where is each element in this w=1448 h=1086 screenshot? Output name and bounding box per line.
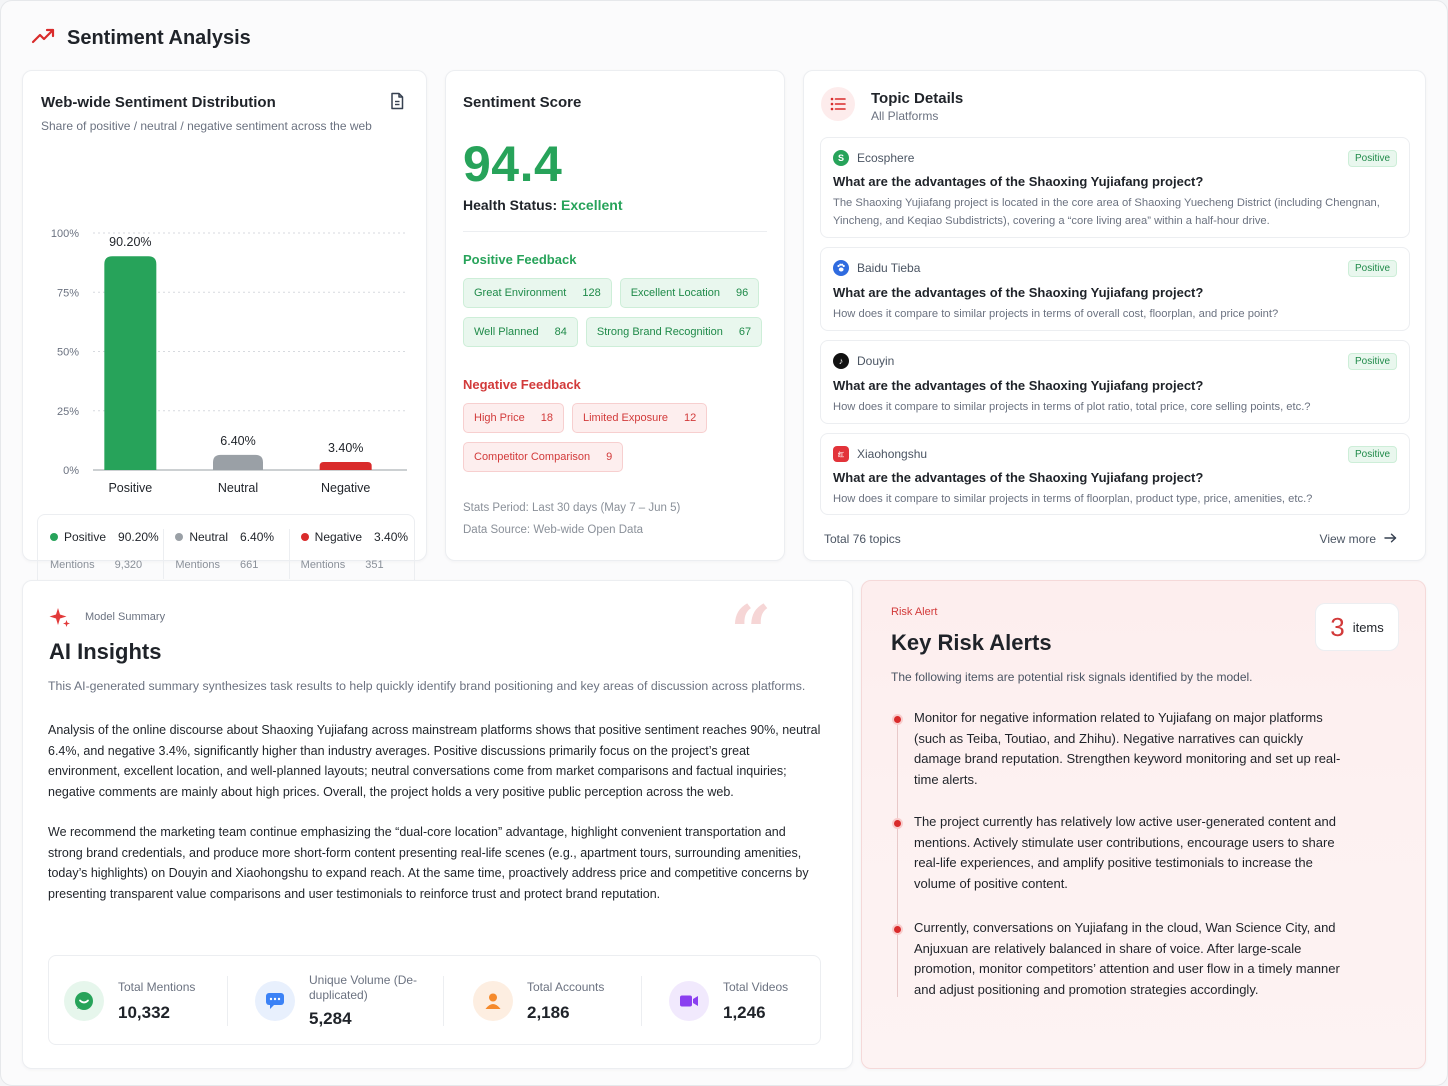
xiaohongshu-logo-icon: 红	[833, 446, 849, 462]
chip-count: 18	[540, 412, 553, 424]
score-value: 94.4	[463, 136, 563, 192]
topic-question: What are the advantages of the Shaoxing Yujiafang project?	[833, 174, 1204, 189]
status-badge: Positive	[1348, 446, 1397, 463]
y-tick-label: 100%	[50, 228, 79, 240]
topics-total	[824, 532, 901, 546]
stats-summary	[48, 955, 821, 1045]
distribution-title: Web-wide Sentiment Distribution	[41, 94, 276, 111]
stat-value: 10,332	[118, 1002, 170, 1022]
divider	[641, 976, 642, 1026]
topics-title: Topic Details	[871, 90, 964, 107]
positive-feedback-title: Positive Feedback	[463, 252, 577, 267]
risk-bullet	[892, 714, 903, 725]
bar-data-label: 90.20%	[109, 235, 152, 250]
total-label: Total	[824, 532, 850, 546]
bar-negative	[320, 462, 372, 470]
total-value: 76 topics	[852, 532, 901, 546]
y-tick-label: 50%	[56, 346, 79, 359]
topic-details-card	[803, 70, 1426, 561]
stat-unique-volume	[255, 956, 419, 1046]
ai-title: AI Insights	[49, 639, 162, 664]
sentiment-distribution-card	[22, 70, 427, 571]
sparkle-icon	[49, 607, 71, 634]
divider	[443, 976, 444, 1026]
sentiment-bar-chart	[37, 216, 417, 506]
mentions-value: 661	[239, 559, 259, 571]
stat-total-videos	[669, 956, 788, 1046]
risk-title: Key Risk Alerts	[891, 630, 1052, 655]
chat-bubble-icon	[64, 981, 104, 1021]
bar-neutral	[213, 455, 263, 470]
stat-value: 2,186	[527, 1002, 570, 1022]
divider	[463, 231, 767, 232]
quote-icon: “	[730, 589, 772, 674]
arrow-right-icon	[1384, 532, 1397, 546]
risk-item: Monitor for negative information related to Yujiafang on major platforms (such as Teiba, Toutiao, and Zhihu). Negative narratives can quickly damage brand reputation. Strengthen keyword monitoring and set up real-time alerts.	[914, 710, 1341, 787]
topic-item[interactable]	[820, 247, 1410, 331]
chip-label: Limited Exposure	[583, 412, 668, 424]
risk-bullet	[892, 924, 903, 935]
risk-item: Currently, conversations on Yujiafang in the cloud, Wan Science City, and Anjuxuan are relatively balanced in share of voice. After large-scale promotion, monitor competitors’ attention and user flow in a timely manner and adjust positioning and promotion strategies accordingly.	[914, 920, 1340, 997]
chip-count: 67	[738, 326, 752, 338]
risk-item: The project currently has relatively low active user-generated content and mentions. Actively stimulate user contributions, encourage users to share real-life experiences, and amplify positive testimonials to increase the volume of positive content.	[914, 814, 1336, 891]
mentions-label: Mentions	[50, 559, 95, 571]
list-icon	[821, 87, 855, 121]
score-title: Sentiment Score	[463, 94, 582, 111]
topic-answer: How does it compare to similar projects in terms of overall cost, floorplan, and price point?	[833, 308, 1279, 320]
legend-label: Positive	[64, 530, 107, 544]
distribution-subtitle: Share of positive / neutral / negative sentiment across the web	[41, 119, 372, 133]
legend-label: Neutral	[189, 530, 229, 544]
status-badge: Positive	[1348, 260, 1397, 277]
trend-up-icon	[31, 27, 57, 50]
data-source: Data Source: Web-wide Open Data	[463, 524, 644, 536]
chip-count: 12	[684, 412, 697, 424]
status-badge: Positive	[1348, 150, 1397, 167]
negative-chips	[463, 403, 773, 472]
ai-kicker: Model Summary	[85, 611, 166, 623]
risk-subtitle: The following items are potential risk signals identified by the model.	[891, 670, 1253, 684]
chip-excellent-location[interactable]	[620, 278, 760, 308]
risk-kicker: Risk Alert	[891, 606, 938, 618]
stat-label: Unique Volume (De-duplicated)	[309, 973, 418, 1002]
sentiment-score-card	[445, 70, 785, 561]
stat-value: 1,246	[723, 1002, 766, 1022]
timeline-line	[897, 717, 898, 997]
view-more-link[interactable]	[1320, 532, 1397, 546]
mentions-label: Mentions	[175, 559, 220, 571]
stat-value: 5,284	[309, 1009, 352, 1028]
document-export-icon[interactable]	[389, 92, 405, 115]
negative-dot	[301, 533, 309, 541]
view-more-label: View more	[1319, 532, 1376, 546]
topic-source	[833, 260, 920, 276]
douyin-note-icon: ♪	[833, 353, 849, 369]
user-icon	[473, 981, 513, 1021]
platform-name: Baidu Tieba	[857, 261, 921, 275]
chip-label: High Price	[474, 412, 525, 424]
topic-source	[833, 150, 914, 166]
chip-high-price[interactable]	[463, 403, 564, 433]
chip-limited-exposure[interactable]	[572, 403, 707, 433]
chip-label: Well Planned	[474, 326, 539, 338]
legend-pct: 6.40%	[240, 530, 275, 544]
bar-data-label: 3.40%	[327, 440, 364, 455]
bar-positive	[104, 256, 156, 470]
topic-item[interactable]	[820, 137, 1410, 238]
bar-data-label: 6.40%	[220, 433, 256, 448]
chip-label: Strong Brand Recognition	[596, 326, 723, 338]
risk-count-unit: items	[1352, 619, 1384, 635]
platform-name: Douyin	[857, 354, 895, 368]
risk-bullet	[892, 818, 903, 829]
negative-feedback-title: Negative Feedback	[463, 377, 581, 392]
chip-well-planned[interactable]	[463, 317, 578, 347]
mentions-value: 351	[365, 559, 384, 571]
status-badge: Positive	[1348, 353, 1397, 370]
positive-chips	[463, 278, 773, 347]
ai-insights-card	[22, 580, 853, 1069]
topic-question: What are the advantages of the Shaoxing Yujiafang project?	[833, 285, 1204, 300]
chip-label: Competitor Comparison	[474, 451, 591, 463]
ai-paragraph-1: Analysis of the online discourse about Shaoxing Yujiafang across mainstream platforms shows that positive sentiment reaches 90%, neutral 6.4%, and negative 3.4%, significantly higher than industry averages. Positive discussions primarily focus on the project’s great environment, excellent location, and well-planned layouts; neutral conversations come from market comparisons and factual inquiries; negative comments are mainly about high prices. Overall, the project holds a very positive public perception across the web.	[48, 723, 821, 799]
neutral-dot	[175, 533, 183, 541]
topic-answer: How does it compare to similar projects in terms of floorplan, product type, price, amenities, etc.?	[833, 493, 1313, 505]
risk-alerts-card	[861, 580, 1426, 1069]
health-status	[463, 197, 623, 213]
topic-answer: How does it compare to similar projects in terms of plot ratio, total price, core selling points, etc.?	[833, 401, 1311, 413]
topic-question: What are the advantages of the Shaoxing Yujiafang project?	[833, 378, 1204, 393]
chip-count: 96	[735, 287, 749, 299]
chip-strong-brand[interactable]	[586, 317, 762, 347]
legend-pct: 90.20%	[118, 530, 159, 544]
platform-name: Xiaohongshu	[857, 447, 928, 461]
message-icon	[255, 981, 295, 1021]
topic-source	[833, 353, 894, 369]
page-title: Sentiment Analysis	[67, 27, 251, 49]
topic-source	[833, 446, 927, 462]
topic-item[interactable]	[820, 340, 1410, 424]
topics-subtitle: All Platforms	[871, 109, 939, 123]
ai-intro: This AI-generated summary synthesizes task results to help quickly identify brand positioning and key areas of discussion across platforms.	[48, 679, 806, 693]
y-tick-label: 75%	[56, 287, 79, 300]
platform-name: Ecosphere	[857, 151, 915, 165]
y-tick-label: 25%	[56, 405, 79, 418]
risk-count-badge	[1315, 603, 1399, 651]
video-camera-icon	[669, 981, 709, 1021]
positive-dot	[50, 533, 58, 541]
x-category-label: Neutral	[217, 481, 259, 495]
chip-great-environment[interactable]	[463, 278, 612, 308]
legend-pct: 3.40%	[374, 530, 409, 544]
stats-period: Stats Period: Last 30 days (May 7 – Jun 5)	[463, 502, 681, 514]
stat-total-mentions	[64, 956, 195, 1046]
chip-count: 128	[582, 287, 601, 299]
chip-label: Excellent Location	[630, 287, 720, 299]
y-tick-label: 0%	[63, 465, 79, 477]
ai-paragraph-2: We recommend the marketing team continue emphasizing the “dual-core location” advantage, highlight convenient transportation and strong brand credentials, and produce more short-form content presenting real-life scenes (e.g., apartment tours, surrounding amenities, today’s highlights) on Douyin and Xiaohongshu to expand reach. At the same time, proactively address price and competitive concerns by presenting transparent value comparisons and user testimonials to reinforce trust and protect brand reputation.	[48, 825, 809, 901]
page-header	[31, 27, 251, 50]
chip-count: 84	[554, 326, 567, 338]
ecosphere-logo-icon: S	[833, 150, 849, 166]
x-category-label: Negative	[320, 481, 371, 495]
health-value: Excellent	[561, 197, 623, 213]
x-category-label: Positive	[108, 481, 153, 495]
topic-question: What are the advantages of the Shaoxing Yujiafang project?	[833, 470, 1204, 485]
chip-count: 9	[606, 451, 613, 463]
health-label: Health Status:	[463, 197, 558, 213]
chip-competitor-comparison[interactable]	[463, 442, 623, 472]
mentions-value: 9,320	[114, 559, 143, 571]
stat-label: Total Mentions	[118, 979, 196, 994]
mentions-label: Mentions	[300, 559, 346, 571]
baidu-paw-icon	[833, 260, 849, 276]
stat-label: Total Videos	[723, 979, 789, 994]
topic-answer: The Shaoxing Yujiafang project is located in the core area of Shaoxing Yuecheng District (including Chengnan, Yincheng, and Keqiao Subdistricts), covering a “core living area” within a half-hour drive.	[833, 197, 1380, 227]
divider	[227, 976, 228, 1026]
topic-item[interactable]	[820, 433, 1410, 515]
chip-label: Great Environment	[474, 287, 567, 299]
stat-label: Total Accounts	[527, 979, 605, 994]
risk-count: 3	[1330, 611, 1345, 642]
stat-total-accounts	[473, 956, 604, 1046]
legend-label: Negative	[314, 530, 363, 544]
